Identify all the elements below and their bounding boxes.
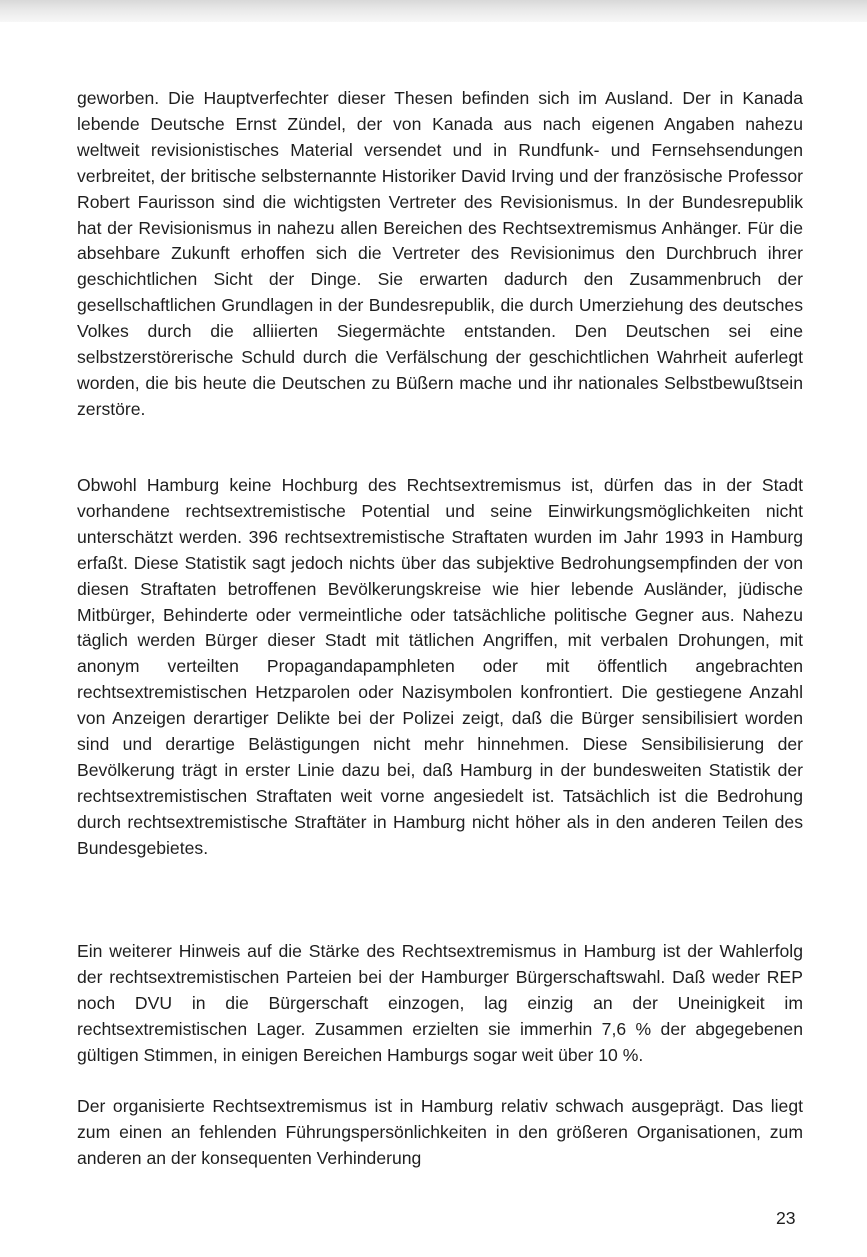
page-number: 23 <box>776 1208 796 1228</box>
paragraph-hamburg-offenses: Obwohl Hamburg keine Hochburg des Rechtsextremismus ist, dürfen das in der Stadt vorhandene rechtsextremistische Potential und seine Einwirkungsmöglichkeiten nicht unterschätzt werden. 396 rechtsextremistische Straftaten wurden im Jahr 1993 in Hamburg erfaßt. Diese Statistik sagt jedoch nichts über das subjektive Bedrohungsempfinden der von diesen Straftaten betroffenen Bevölkerungskreise wie hier lebende Ausländer, jüdische Mitbürger, Behinderte oder vermeintliche oder tatsächliche politische Gegner aus. Nahezu täglich werden Bürger dieser Stadt mit tätlichen Angriffen, mit verbalen Drohungen, mit anonym verteilten Propagandapamphleten oder mit öffentlich angebrachten rechtsextremistischen Hetzparolen oder Nazisymbolen konfrontiert. Die gestiegene Anzahl von Anzeigen derartiger Delikte bei der Polizei zeigt, daß die Bürger sensibilisiert worden sind und derartige Belästigungen nicht mehr hinnehmen. Diese Sensibilisierung der Bevölkerung trägt in erster Linie dazu bei, daß Hamburg in der bundesweiten Statistik der rechtsextremistischen Straftaten weit vorne angesiedelt ist. Tatsächlich ist die Bedrohung durch rechtsextremistische Straftäter in Hamburg nicht höher als in den anderen Teilen des Bundesgebietes. <box>77 475 803 858</box>
paragraph-election-result: Ein weiterer Hinweis auf die Stärke des Rechtsextremismus in Hamburg ist der Wahlerfolg der rechtsextremistischen Parteien bei der Hamburger Bürgerschaftswahl. Daß weder REP noch DVU in die Bürgerschaft einzogen, lag einzig an der Uneinigkeit im rechtsextremistischen Lager. Zusammen erzielten sie immerhin 7,6 % der abgegebenen gültigen Stimmen, in einigen Bereichen Hamburgs sogar weit über 10 %. <box>77 941 803 1065</box>
paragraph-revisionism: geworben. Die Hauptverfechter dieser Thesen befinden sich im Ausland. Der in Kanada lebende Deutsche Ernst Zündel, der von Kanada aus nach eigenen Angaben nahezu weltweit revisionistisches Material versendet und in Rundfunk- und Fernsehsendungen verbreitet, der britische selbsternannte Historiker David Irving und der französische Professor Robert Faurisson sind die wichtigsten Vertreter des Revisionismus. In der Bundesrepublik hat der Revisionismus in nahezu allen Bereichen des Rechtsextremismus Anhänger. Für die absehbare Zukunft erhoffen sich die Vertreter des Revisionimus den Durchbruch ihrer geschichtlichen Sicht der Dinge. Sie erwarten dadurch den Zusammenbruch der gesellschaftlichen Grundlagen in der Bundesrepublik, die durch Umerziehung des deutsches Volkes durch die alliierten Siegermächte entstanden. Den Deutschen sei eine selbstzerstörerische Schuld durch die Verfälschung der geschichtlichen Wahrheit auferlegt worden, die bis heute die Deutschen zu Büßern mache und ihr nationales Selbstbewußtsein zerstöre. <box>77 88 803 419</box>
scan-top-edge <box>0 0 867 22</box>
document-page <box>0 22 867 1257</box>
paragraph-organized-extremism: Der organisierte Rechtsextremismus ist in Hamburg relativ schwach ausgeprägt. Das liegt zum einen an fehlenden Führungspersönlichkeiten in den größeren Organisationen, zum anderen an der konsequenten Verhinderung <box>77 1096 803 1168</box>
